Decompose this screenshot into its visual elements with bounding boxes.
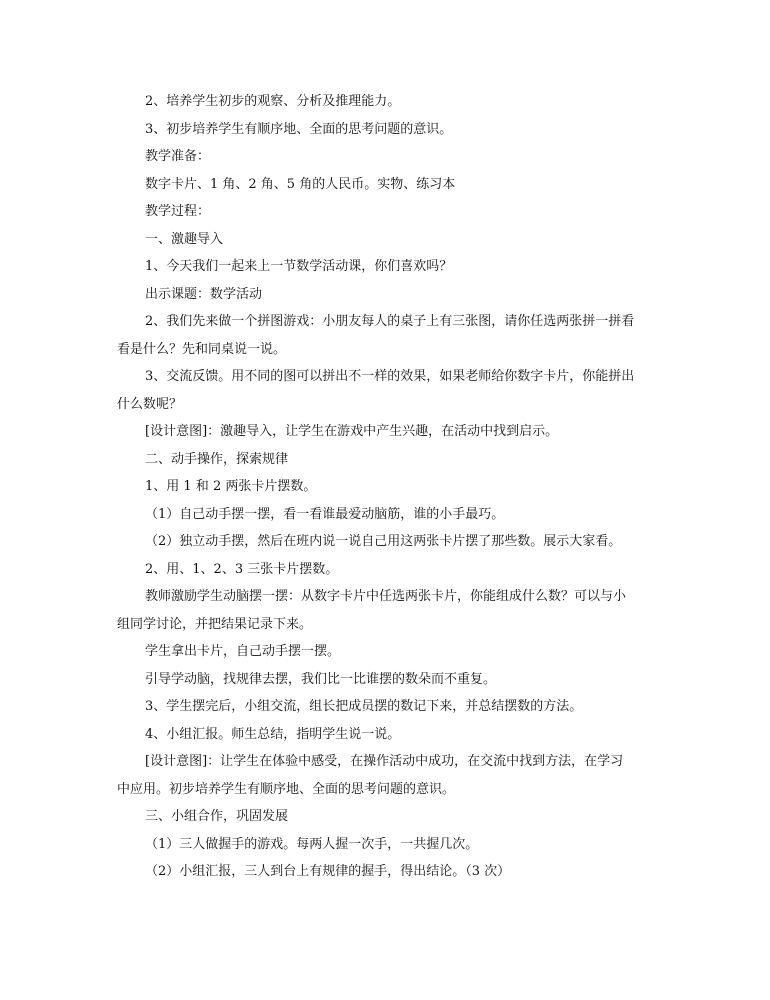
text-line: 一、激趣导入 (145, 231, 224, 247)
text-line: （2）小组汇报，三人到台上有规律的握手，得出结论。（3 次） (145, 864, 511, 879)
text-line: 中应用。初步培养学生有顺序地、全面的思考问题的意识。 (117, 781, 456, 797)
design-intent-note (117, 748, 653, 803)
section-label (117, 143, 653, 171)
text-line: 2、培养学生初步的观察、分析及推理能力。 (145, 94, 401, 109)
text-line: 引导学动脑，找规律去摆，我们比一比谁摆的数朵而不重复。 (145, 671, 497, 687)
paragraph (117, 473, 653, 501)
paragraph (117, 116, 653, 144)
text-line: 1、用 1 和 2 两张卡片摆数。 (145, 479, 317, 494)
paragraph (117, 666, 653, 694)
text-line: 3、初步培养学生有顺序地、全面的思考问题的意识。 (145, 121, 453, 137)
paragraph (117, 171, 653, 199)
text-line: 组同学讨论，并把结果记录下来。 (117, 616, 313, 632)
paragraph (117, 858, 653, 886)
section-label (117, 198, 653, 226)
paragraph (117, 88, 653, 116)
paragraph (117, 281, 653, 309)
paragraph (117, 253, 653, 281)
text-line: 什么数呢？ (117, 396, 183, 412)
paragraph (117, 583, 653, 638)
paragraph (117, 831, 653, 859)
text-line: 2、用、1、2、3 三张卡片摆数。 (145, 561, 339, 577)
text-line: 1、今天我们一起来上一节数学活动课，你们喜欢吗？ (145, 259, 453, 274)
text-line: 教师激励学生动脑摆一摆：从数字卡片中任选两张卡片，你能组成什么数？可以与小 (145, 589, 627, 604)
paragraph (117, 638, 653, 666)
text-line: 学生拿出卡片，自己动手摆一摆。 (145, 644, 341, 659)
section-heading (117, 803, 653, 831)
text-line: 2、我们先来做一个拼图游戏：小朋友每人的桌子上有三张图，请你任选两张拼一拼看 (145, 314, 635, 329)
paragraph (117, 721, 653, 749)
text-line: [设计意图]：让学生在体验中感受，在操作活动中成功，在交流中找到方法，在学习 (145, 754, 624, 769)
document-body (117, 88, 653, 886)
paragraph (117, 363, 653, 418)
section-heading (117, 446, 653, 474)
text-line: 三、小组合作，巩固发展 (145, 809, 289, 824)
text-line: 出示课题：数学活动 (145, 286, 263, 302)
text-line: [设计意图]：激趣导入，让学生在游戏中产生兴趣，在活动中找到启示。 (145, 424, 559, 439)
paragraph (117, 528, 653, 556)
text-line: 看是什么？先和同桌说一说。 (117, 341, 287, 357)
text-line: （2）独立动手摆，然后在班内说一说自己用这两张卡片摆了那些数。展示大家看。 (145, 534, 622, 549)
text-line: 3、交流反馈。用不同的图可以拼出不一样的效果，如果老师给你数字卡片，你能拼出 (145, 369, 635, 384)
text-line: 二、动手操作，探索规律 (145, 451, 289, 467)
text-line: 4、小组汇报。师生总结，指明学生说一说。 (145, 726, 401, 742)
paragraph (117, 556, 653, 584)
paragraph (117, 501, 653, 529)
design-intent-note (117, 418, 653, 446)
text-line: 3、学生摆完后，小组交流，组长把成员摆的数记下来，并总结摆数的方法。 (145, 699, 583, 714)
text-line: 教学过程： (145, 204, 211, 219)
paragraph (117, 693, 653, 721)
text-line: （1）自己动手摆一摆，看一看谁最爱动脑筋，谁的小手最巧。 (145, 506, 505, 522)
section-heading (117, 226, 653, 254)
text-line: 数字卡片、1 角、2 角、5 角的人民币。实物、练习本 (145, 176, 456, 192)
paragraph (117, 308, 653, 363)
text-line: （1）三人做握手的游戏。每两人握一次手，一共握几次。 (145, 836, 479, 852)
text-line: 教学准备： (145, 149, 211, 164)
